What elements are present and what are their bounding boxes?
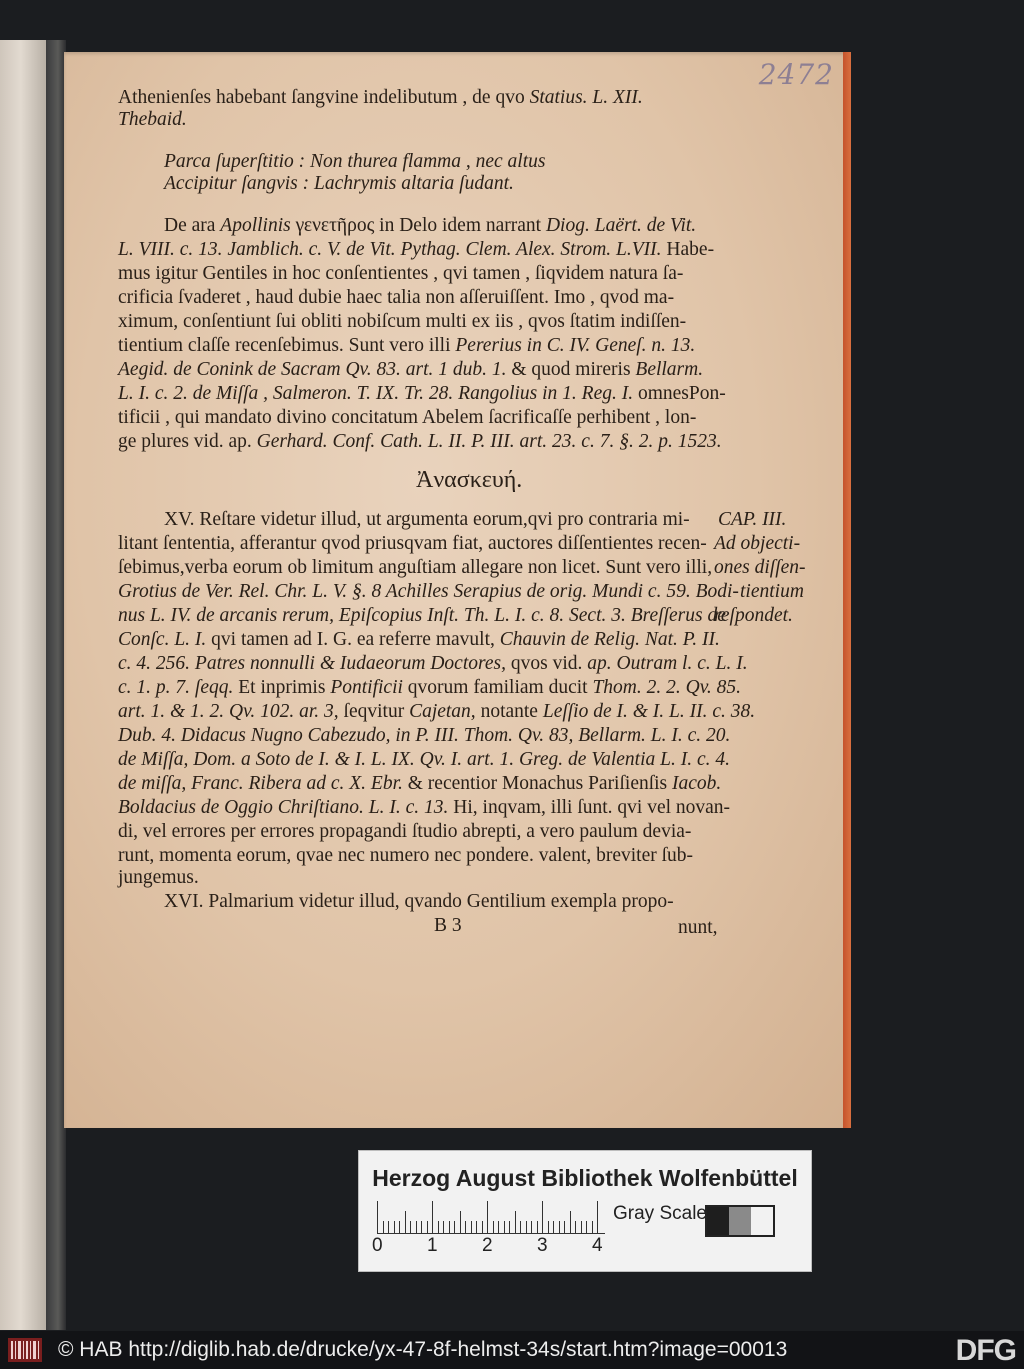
- shelfmark-pencil-note: 2472: [758, 58, 834, 91]
- ruler-tick: [476, 1221, 477, 1233]
- text-segment: notante: [475, 701, 543, 722]
- ruler-tick: [443, 1221, 444, 1233]
- text-segment: XVI. Palmarium videtur illud, qvando Gentilium exempla propo-: [164, 891, 674, 912]
- gray-scale-swatches: [705, 1205, 775, 1237]
- ruler-tick: [438, 1221, 439, 1233]
- text-line: [118, 88, 643, 108]
- text-segment: De ara: [164, 215, 221, 236]
- text-segment: ximum, conſentiunt ſui obliti nobiſcum multi ex iis , qvos ſtatim indiſſen-: [118, 311, 687, 332]
- ruler-tick: [575, 1221, 576, 1233]
- text-line: [164, 174, 514, 194]
- italic-segment: Bellarm.: [635, 359, 704, 380]
- ruler-tick: [410, 1221, 411, 1233]
- text-line: [118, 750, 730, 770]
- ruler-tick: [564, 1221, 565, 1233]
- italic-segment: Statius. L. XII.: [529, 87, 643, 108]
- ruler-number: 3: [537, 1235, 548, 1256]
- ruler-number: 2: [482, 1235, 493, 1256]
- text-segment: mus igitur Gentiles in hoc conſentientes , qvi tamen , ſiqvidem natura ſa-: [118, 263, 684, 284]
- ruler-tick: [427, 1221, 428, 1233]
- italic-segment: Conſc. L. I.: [118, 629, 207, 650]
- ruler-number: 4: [592, 1235, 603, 1256]
- ruler-scale: [377, 1199, 605, 1234]
- text-segment: ſebimus,verba eorum ob limitum anguſtiam allegare non licet. Sunt vero illi,: [118, 557, 713, 578]
- gray-swatch: [707, 1207, 729, 1235]
- ruler-tick: [548, 1221, 549, 1233]
- italic-segment: Leſſio de I. & I. L. II. c. 38.: [542, 701, 756, 722]
- text-line: [118, 240, 714, 260]
- ruler-tick: [383, 1221, 384, 1233]
- italic-segment: c. 1. p. 7. ſeqq.: [118, 677, 234, 698]
- text-segment: litant ſententia, afferantur qvod priusqvam fiat, auctores diſſentientes recen-: [118, 533, 707, 554]
- text-line: [118, 360, 703, 380]
- italic-segment: Cajetan,: [409, 701, 476, 722]
- text-segment: tientium claſſe recenſebimus. Sunt vero illi: [118, 335, 456, 356]
- text-segment: di, vel errores per errores propagandi ſtudio abrepti, a vero paulum devia-: [118, 821, 692, 842]
- text-line: [118, 264, 683, 284]
- text-segment: Athenienſes habebant ſangvine indelibutum , de qvo: [118, 87, 530, 108]
- ruler-tick: [553, 1221, 554, 1233]
- ruler-tick: [570, 1211, 571, 1233]
- footer-bar: [0, 1331, 1024, 1369]
- text-segment: Hi, inqvam, illi ſunt. qvi vel novan-: [448, 797, 731, 818]
- text-segment: runt, momenta eorum, qvae nec numero nec pondere. valent, breviter ſub-: [118, 845, 694, 866]
- dfg-logo: DFG: [955, 1334, 1016, 1367]
- italic-segment: Thebaid.: [118, 109, 187, 130]
- text-segment: qvos vid.: [505, 653, 588, 674]
- color-calibration-card: [358, 1150, 812, 1272]
- text-line: [118, 110, 187, 130]
- gray-swatch: [729, 1207, 751, 1235]
- ruler-tick: [394, 1221, 395, 1233]
- text-line: [118, 408, 696, 428]
- ruler-tick: [537, 1221, 538, 1233]
- ruler-tick: [460, 1211, 461, 1233]
- text-segment: tificii , qui mandato divino concitatum Abelem ſacrificaſſe perhibent , lon-: [118, 407, 697, 428]
- italic-segment: L. I. c. 2. de Miſſa , Salmeron. T. IX. Tr. 28. Rangolius in 1. Reg. I.: [118, 383, 634, 404]
- text-line: [118, 432, 722, 452]
- gray-swatch: [751, 1207, 773, 1235]
- ruler-tick: [377, 1201, 378, 1233]
- ruler-tick: [498, 1221, 499, 1233]
- text-line: [118, 606, 726, 626]
- ruler-tick: [504, 1221, 505, 1233]
- text-line: [164, 152, 545, 172]
- italic-segment: nus L. IV. de arcanis rerum, Epiſcopius Inſt. Th. L. I. c. 8. Sect. 3. Breſſerus de: [118, 605, 726, 626]
- text-line: [118, 336, 695, 356]
- ruler-tick: [592, 1221, 593, 1233]
- italic-segment: Thom. 2. 2. Qv. 85.: [592, 677, 742, 698]
- ruler-tick: [493, 1221, 494, 1233]
- book-page: [64, 52, 850, 1128]
- margin-note-line: Ad objecti-: [714, 533, 801, 554]
- ruler-tick: [482, 1221, 483, 1233]
- italic-segment: Aegid. de Conink de Sacram Qv. 83. art. 1 dub. 1.: [118, 359, 507, 380]
- margin-note-line: ones diſſen-: [714, 557, 806, 578]
- italic-segment: Apollinis: [220, 215, 291, 236]
- text-line: [164, 892, 674, 912]
- text-line: [118, 726, 730, 746]
- gray-scale-label: Gray Scale: [613, 1203, 707, 1224]
- margin-note-line: reſpondet.: [714, 605, 793, 626]
- italic-segment: Dub. 4. Didacus Nugno Cabezudo, in P. III. Thom. Qv. 83, Bellarm. L. I. c. 20.: [118, 725, 731, 746]
- italic-segment: Pererius in C. IV. Geneſ. n. 13.: [455, 335, 696, 356]
- italic-segment: Iacob.: [672, 773, 722, 794]
- text-segment: B 3: [434, 915, 462, 936]
- text-line: [118, 558, 712, 578]
- ruler-tick: [531, 1221, 532, 1233]
- italic-segment: Grotius de Ver. Rel. Chr. L. V. §. 8 Achilles Serapius de orig. Mundi c. 59. Bodi-: [118, 581, 739, 602]
- ruler-tick: [454, 1221, 455, 1233]
- text-line: [118, 702, 755, 722]
- italic-segment: art. 1. & 1. 2. Qv. 102. ar. 3,: [118, 701, 339, 722]
- text-line: [434, 916, 462, 936]
- margin-note-line: CAP. III.: [718, 509, 787, 530]
- text-segment: ſeqvitur: [338, 701, 410, 722]
- ruler-tick: [542, 1201, 543, 1233]
- text-segment: Habe-: [661, 239, 715, 260]
- text-segment: ge plures vid. ap.: [118, 431, 257, 452]
- section-heading: [416, 468, 522, 492]
- text-line: [118, 654, 748, 674]
- text-line: [118, 582, 739, 602]
- text-line: [118, 846, 693, 866]
- ruler-tick: [399, 1221, 400, 1233]
- text-line: [118, 774, 721, 794]
- text-segment: crificia ſvaderet , haud dubie haec talia non aſſeruiſſent. Imo , qvod ma-: [118, 287, 675, 308]
- text-segment: omnesPon-: [633, 383, 726, 404]
- italic-segment: Pontificii: [330, 677, 403, 698]
- ruler-tick: [449, 1221, 450, 1233]
- text-segment: qvorum familiam ducit: [402, 677, 593, 698]
- ruler-tick: [586, 1221, 587, 1233]
- ruler-number: 0: [372, 1235, 383, 1256]
- ruler-tick: [487, 1201, 488, 1233]
- text-line: [118, 868, 199, 888]
- card-title: Herzog August Bibliothek Wolfenbüttel: [372, 1165, 798, 1191]
- text-segment: qvi tamen ad I. G. ea referre mavult,: [206, 629, 500, 650]
- text-segment: nunt,: [678, 917, 718, 938]
- text-segment: XV. Reſtare videtur illud, ut argumenta eorum,qvi pro contraria mi-: [164, 509, 690, 530]
- ruler-tick: [388, 1221, 389, 1233]
- text-line: [118, 384, 726, 404]
- text-line: [118, 534, 707, 554]
- ruler-tick: [405, 1211, 406, 1233]
- ruler-tick: [421, 1221, 422, 1233]
- barcode-icon: [8, 1338, 42, 1362]
- book-edge-shadow: [46, 40, 66, 1330]
- ruler-tick: [509, 1221, 510, 1233]
- text-line: [164, 510, 690, 530]
- text-segment: jungemus.: [118, 867, 199, 888]
- italic-segment: Accipitur ſangvis : Lachrymis altaria ſudant.: [164, 173, 514, 194]
- text-line: [118, 678, 741, 698]
- italic-segment: ap. Outram l. c. L. I.: [587, 653, 748, 674]
- text-segment: & quod mireris: [506, 359, 636, 380]
- text-line: [164, 216, 696, 236]
- ruler-tick: [465, 1221, 466, 1233]
- ruler-tick: [471, 1221, 472, 1233]
- text-segment: γενετῆρος in Delo idem narrant: [290, 215, 546, 236]
- ruler-tick: [432, 1201, 433, 1233]
- text-line: [118, 312, 686, 332]
- italic-segment: L. VIII. c. 13. Jamblich. c. V. de Vit. Pythag. Clem. Alex. Strom. L.VII.: [118, 239, 662, 260]
- text-segment: Et inprimis: [233, 677, 331, 698]
- text-segment: & recentior Monachus Pariſienſis: [402, 773, 673, 794]
- italic-segment: Diog. Laërt. de Vit.: [545, 215, 697, 236]
- ruler-tick: [515, 1211, 516, 1233]
- ruler-tick: [597, 1201, 598, 1233]
- text-line: [118, 798, 730, 818]
- italic-segment: de Miſſa, Dom. a Soto de I. & I. L. IX. Qv. I. art. 1. Greg. de Valentia L. I. c. 4.: [118, 749, 730, 770]
- italic-segment: Parca ſuperſtitio : Non thurea flamma , nec altus: [164, 151, 546, 172]
- italic-segment: c. 4. 256. Patres nonnulli & Iudaeorum Doctores,: [118, 653, 506, 674]
- italic-segment: de miſſa, Franc. Ribera ad c. X. Ebr.: [118, 773, 403, 794]
- ruler-tick: [559, 1221, 560, 1233]
- italic-segment: Chauvin de Relig. Nat. P. II.: [499, 629, 720, 650]
- ruler-tick: [526, 1221, 527, 1233]
- italic-segment: Boldacius de Oggio Chriſtiano. L. I. c. 13.: [118, 797, 449, 818]
- book-edge-light: [0, 40, 46, 1330]
- margin-note-line: tientium: [740, 581, 804, 602]
- ruler-tick: [581, 1221, 582, 1233]
- red-page-edge: [843, 52, 851, 1128]
- text-line: [118, 288, 674, 308]
- text-line: [118, 630, 720, 650]
- ruler-number: 1: [427, 1235, 438, 1256]
- ruler-tick: [520, 1221, 521, 1233]
- text-line: [118, 822, 691, 842]
- italic-segment: Gerhard. Conf. Cath. L. II. P. III. art. 23. c. 7. §. 2. p. 1523.: [256, 431, 722, 452]
- ruler-tick: [416, 1221, 417, 1233]
- text-segment: Ἀνασκευή.: [416, 467, 523, 493]
- footer-copyright-url[interactable]: © HAB http://diglib.hab.de/drucke/yx-47-8f-helmst-34s/start.htm?image=00013: [58, 1338, 788, 1361]
- text-line: [678, 918, 718, 938]
